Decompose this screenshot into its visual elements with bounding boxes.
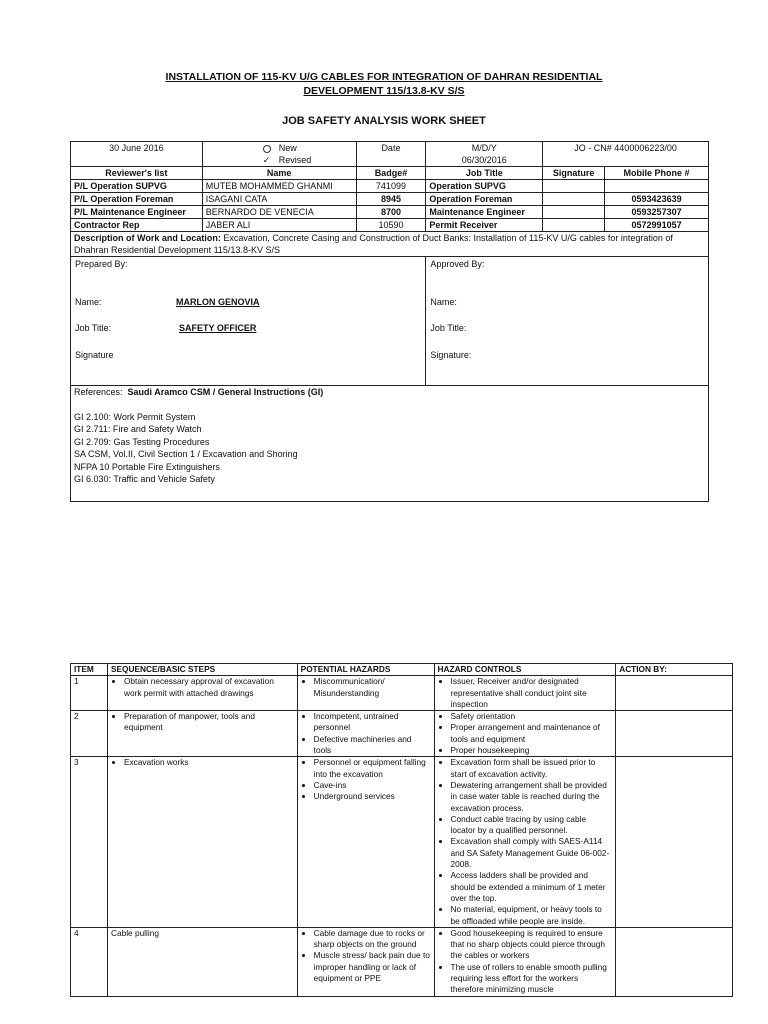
step-action-by xyxy=(616,711,733,757)
reference-item: GI 2.711: Fire and Safety Watch xyxy=(74,424,202,434)
bullet-item: • Safety orientation xyxy=(451,711,613,722)
option-new-label: New xyxy=(278,143,297,153)
bullet-item: • Excavation works xyxy=(124,757,294,768)
step-row xyxy=(71,927,733,996)
reviewer-row xyxy=(71,219,709,232)
bullet-item: • Cable damage due to rocks or sharp objects on the ground xyxy=(314,928,431,951)
prepared-by-label: Prepared By: xyxy=(75,259,128,269)
col-signature: Signature xyxy=(543,167,605,180)
step-action-by xyxy=(616,757,733,927)
reference-item: GI 6.030: Traffic and Vehicle Safety xyxy=(74,474,215,484)
bullet-item: • Muscle stress/ back pain due to improper handling or lack of equipment or PPE xyxy=(314,950,431,984)
reference-item: NFPA 10 Portable Fire Extinguishers xyxy=(74,461,220,472)
approval-row xyxy=(71,257,709,386)
bullet-item: • The use of rollers to enable smooth pulling requiring less effort for the workers therefore minimizing muscle xyxy=(451,962,613,996)
bullet-item: • Underground services xyxy=(314,791,431,802)
reviewer-phone xyxy=(605,180,709,193)
prepared-name-label: Name: xyxy=(75,297,102,307)
bullet-item: • Conduct cable tracing by using cable locator by a qualified personnel. xyxy=(451,814,613,837)
bullet-item: • Proper arrangement and maintenance of tools and equipment xyxy=(451,722,613,745)
bullet-item: • Cave-ins xyxy=(314,780,431,791)
bullet-item: • Good housekeeping is required to ensure that no sharp objects could pierce through the cables or workers xyxy=(451,928,613,962)
bullet-item: • Miscommunication/ Misunderstanding xyxy=(314,676,431,699)
description-row xyxy=(71,232,709,257)
step-controls xyxy=(434,676,616,711)
reviewer-row xyxy=(71,193,709,206)
reviewer-role: P/L Maintenance Engineer xyxy=(71,206,203,219)
checkmark-icon: ✓ xyxy=(262,155,271,165)
references-section xyxy=(71,386,709,502)
step-action-by xyxy=(616,927,733,996)
step-hazards xyxy=(297,676,434,711)
col-badge: Badge# xyxy=(356,167,426,180)
reviewer-signature xyxy=(543,219,605,232)
bullet-item: • Preparation of manpower, tools and equipment xyxy=(124,711,294,734)
step-sequence xyxy=(107,711,297,757)
step-item-number: 1 xyxy=(71,676,108,711)
reviewer-role: P/L Operation Foreman xyxy=(71,193,203,206)
worksheet-title: JOB SAFETY ANALYSIS WORK SHEET xyxy=(282,115,486,127)
document-title-line1: INSTALLATION OF 115-KV U/G CABLES FOR INTEGRATION OF DAHRAN RESIDENTIAL xyxy=(165,71,603,83)
date-numeric: 06/30/2016 xyxy=(461,155,507,165)
reference-item: GI 2.100: Work Permit System xyxy=(74,411,196,422)
col-job-title: Job Title xyxy=(426,167,543,180)
step-sequence: Cable pulling xyxy=(107,927,297,996)
date-value: 30 June 2016 xyxy=(71,142,203,167)
references-heading xyxy=(74,386,705,399)
reviewer-phone: 0593257307 xyxy=(605,206,709,219)
step-row xyxy=(71,676,733,711)
reviewer-name: JABER ALI xyxy=(202,219,356,232)
col-reviewer: Reviewer's list xyxy=(71,167,203,180)
reference-item: SA CSM, Vol.II, Civil Section 1 / Excavation and Shoring xyxy=(74,449,298,459)
prepared-job-value: SAFETY OFFICER xyxy=(179,323,257,333)
option-new[interactable] xyxy=(263,142,353,154)
col-phone: Mobile Phone # xyxy=(605,167,709,180)
steps-header-row xyxy=(71,664,733,676)
bullet-item: • Personnel or equipment falling into the excavation xyxy=(314,757,431,780)
step-hazards xyxy=(297,711,434,757)
reviewer-row xyxy=(71,180,709,193)
bullet-item: • Excavation shall comply with SAES-A114 and SA Safety Management Guide 06-002-2008. xyxy=(451,836,613,870)
reviewer-job-title: Operation SUPVG xyxy=(426,180,543,193)
reviewer-signature xyxy=(543,206,605,219)
step-item-number: 3 xyxy=(71,757,108,927)
reviewer-badge: 741099 xyxy=(356,180,426,193)
date-format-cell xyxy=(426,142,543,167)
step-controls xyxy=(434,927,616,996)
bullet-item: • Defective machineries and tools xyxy=(314,734,431,757)
col-name: Name xyxy=(202,167,356,180)
step-controls xyxy=(434,711,616,757)
date-format-label: M/D/Y xyxy=(471,143,497,153)
reviewer-role: P/L Operation SUPVG xyxy=(71,180,203,193)
step-item-number: 2 xyxy=(71,711,108,757)
reviewer-badge: 8945 xyxy=(356,193,426,206)
reviewer-name: BERNARDO DE VENECIA xyxy=(202,206,356,219)
reviewer-phone: 0593423639 xyxy=(605,193,709,206)
hazard-analysis-table xyxy=(70,663,733,997)
reviewer-badge: 10590 xyxy=(356,219,426,232)
step-row xyxy=(71,757,733,927)
step-sequence xyxy=(107,757,297,927)
prepared-by-section xyxy=(71,257,426,386)
references-label: References: xyxy=(74,387,123,397)
prepared-signature-label: Signature xyxy=(75,350,114,360)
step-controls xyxy=(434,757,616,927)
reviewer-header-row xyxy=(71,167,709,180)
approved-name-label: Name: xyxy=(430,297,457,307)
description-label: Description of Work and Location: xyxy=(74,233,221,243)
step-hazards xyxy=(297,757,434,927)
reviewer-job-title: Operation Foreman xyxy=(426,193,543,206)
reviewer-row xyxy=(71,206,709,219)
bullet-item: • Obtain necessary approval of excavation work permit with attached drawings xyxy=(124,676,294,699)
col-controls: HAZARD CONTROLS xyxy=(434,664,616,676)
date-row xyxy=(71,142,709,167)
bullet-item: • Incompetent, untrained personnel xyxy=(314,711,431,734)
radio-icon xyxy=(263,145,271,153)
step-action-by xyxy=(616,676,733,711)
step-row xyxy=(71,711,733,757)
description-text: Excavation, Concrete Casing and Construction of Duct Banks: Installation of 115-KV U/G cables for integration of Dhahran Residential Development 115/13.8-KV S/S xyxy=(74,233,673,255)
reviewer-signature xyxy=(543,193,605,206)
date-label: Date xyxy=(356,142,426,167)
bullet-item: • Access ladders shall be provided and should be extended a minimum of 1 meter over the top. xyxy=(451,870,613,904)
approved-by-section xyxy=(426,257,709,386)
references-title: Saudi Aramco CSM / General Instructions (GI) xyxy=(127,387,324,397)
work-description xyxy=(71,232,709,257)
job-info-table xyxy=(70,141,709,502)
document-title-line2: DEVELOPMENT 115/13.8-KV S/S xyxy=(303,85,465,97)
bullet-item: • No material, equipment, or heavy tools to be offloaded while people are inside. xyxy=(451,904,613,927)
revision-options xyxy=(202,142,356,167)
approved-by-label: Approved By: xyxy=(430,259,485,269)
option-revised[interactable] xyxy=(263,154,353,166)
step-item-number: 4 xyxy=(71,927,108,996)
reviewer-phone: 0572991057 xyxy=(605,219,709,232)
reviewer-signature xyxy=(543,180,605,193)
references-row xyxy=(71,386,709,502)
approved-signature-label: Signature: xyxy=(430,350,472,360)
bullet-item: • Issuer, Receiver and/or designated representative shall conduct joint site inspection xyxy=(451,676,613,710)
reviewer-role: Contractor Rep xyxy=(71,219,203,232)
step-sequence xyxy=(107,676,297,711)
step-hazards xyxy=(297,927,434,996)
bullet-item: • Dewatering arrangement shall be provided in case water table is reached during the excavation process. xyxy=(451,780,613,814)
prepared-name-value: MARLON GENOVIA xyxy=(176,297,260,307)
approved-job-label: Job Title: xyxy=(430,323,467,333)
prepared-job-label: Job Title: xyxy=(75,323,112,333)
option-revised-label: Revised xyxy=(278,155,312,165)
reference-item: GI 2.709: Gas Testing Procedures xyxy=(74,436,210,447)
col-hazards: POTENTIAL HAZARDS xyxy=(297,664,434,676)
col-item: ITEM xyxy=(71,664,108,676)
col-action-by: ACTION BY: xyxy=(616,664,733,676)
col-sequence: SEQUENCE/BASIC STEPS xyxy=(107,664,297,676)
bullet-item: • Excavation form shall be issued prior to start of excavation activity. xyxy=(451,757,613,780)
reviewer-job-title: Permit Receiver xyxy=(426,219,543,232)
reviewer-name: MUTEB MOHAMMED GHANMI xyxy=(202,180,356,193)
reviewer-badge: 8700 xyxy=(356,206,426,219)
reviewer-job-title: Maintenance Engineer xyxy=(426,206,543,219)
bullet-item: • Proper housekeeping xyxy=(451,745,613,756)
jo-cn-number: JO - CN# 4400006223/00 xyxy=(543,142,709,167)
reviewer-name: ISAGANI CATA xyxy=(202,193,356,206)
